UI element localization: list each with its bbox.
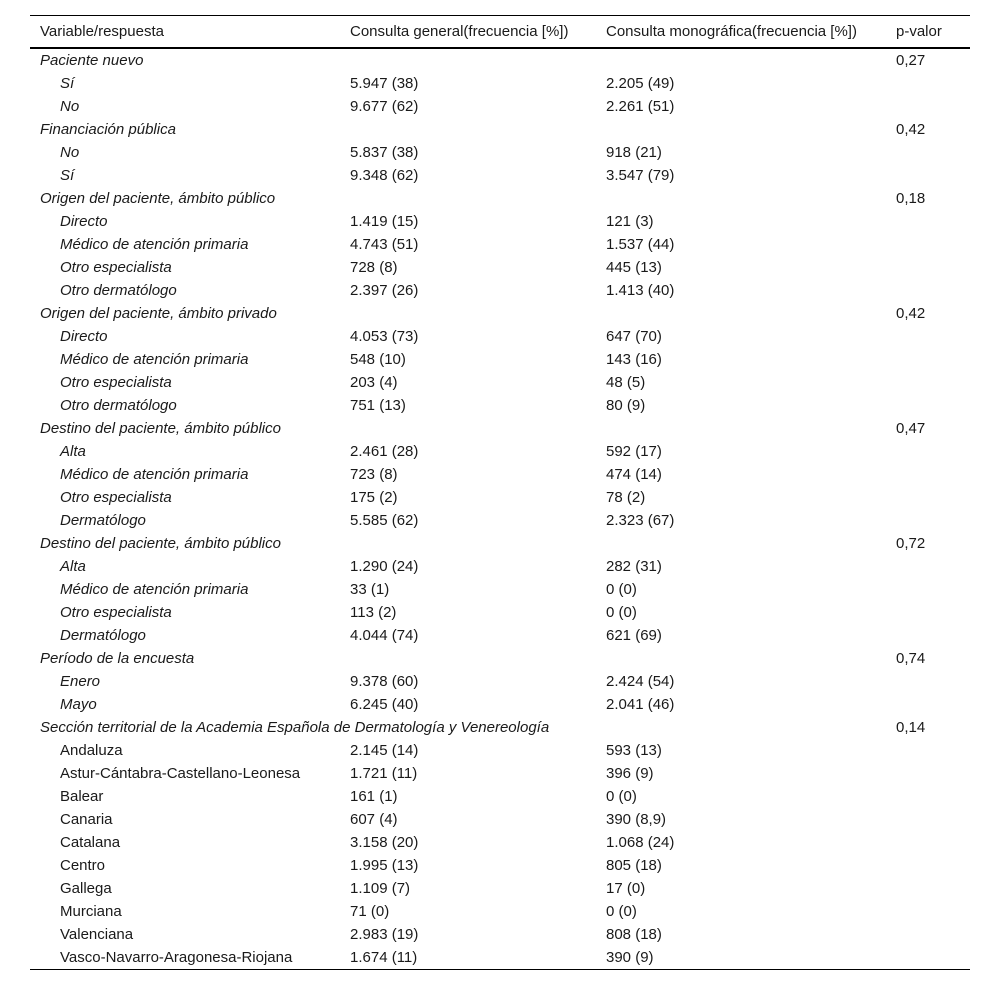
row-p-empty bbox=[896, 785, 970, 808]
row-p-empty bbox=[896, 164, 970, 187]
row-general-value: 2.145 (14) bbox=[350, 742, 419, 759]
row-label: Sí bbox=[60, 167, 75, 184]
row-p-empty bbox=[896, 256, 970, 279]
row-p-empty bbox=[896, 762, 970, 785]
table-row bbox=[30, 578, 970, 601]
row-general-value: 2.983 (19) bbox=[350, 926, 419, 943]
row-label: Dermatólogo bbox=[60, 627, 146, 644]
row-label: No bbox=[60, 98, 80, 115]
row-p-empty bbox=[896, 463, 970, 486]
table-row bbox=[30, 923, 970, 946]
table-row bbox=[30, 210, 970, 233]
row-general-value: 4.044 (74) bbox=[350, 627, 419, 644]
row-p-empty bbox=[896, 601, 970, 624]
group-p-value: 0,18 bbox=[896, 190, 926, 207]
table-body bbox=[30, 48, 970, 970]
row-p-empty bbox=[896, 946, 970, 970]
row-general-value: 5.585 (62) bbox=[350, 512, 419, 529]
group-mono-empty bbox=[606, 118, 896, 141]
group-label: Origen del paciente, ámbito público bbox=[40, 190, 276, 207]
row-mono-value: 2.261 (51) bbox=[606, 98, 675, 115]
frequency-table bbox=[30, 15, 970, 970]
table-row bbox=[30, 762, 970, 785]
row-label: Alta bbox=[60, 558, 86, 575]
group-row bbox=[30, 187, 970, 210]
row-p-empty bbox=[896, 831, 970, 854]
table-row bbox=[30, 72, 970, 95]
table-row bbox=[30, 348, 970, 371]
table-row bbox=[30, 440, 970, 463]
row-mono-value: 396 (9) bbox=[606, 765, 654, 782]
row-general-value: 161 (1) bbox=[350, 788, 398, 805]
row-p-empty bbox=[896, 325, 970, 348]
group-general-empty bbox=[350, 118, 606, 141]
group-p-value: 0,72 bbox=[896, 535, 926, 552]
group-mono-empty bbox=[606, 417, 896, 440]
table-row bbox=[30, 601, 970, 624]
row-mono-value: 1.413 (40) bbox=[606, 282, 675, 299]
group-label: Paciente nuevo bbox=[40, 52, 144, 69]
group-p-value: 0,27 bbox=[896, 52, 926, 69]
group-mono-empty bbox=[606, 48, 896, 72]
row-mono-value: 474 (14) bbox=[606, 466, 662, 483]
row-general-value: 9.348 (62) bbox=[350, 167, 419, 184]
row-mono-value: 80 (9) bbox=[606, 397, 646, 414]
frequency-table-container bbox=[30, 15, 970, 970]
row-p-empty bbox=[896, 141, 970, 164]
row-general-value: 1.109 (7) bbox=[350, 880, 411, 897]
row-label: Otro especialista bbox=[60, 259, 172, 276]
group-mono-empty bbox=[606, 187, 896, 210]
row-label: Directo bbox=[60, 213, 108, 230]
table-row bbox=[30, 394, 970, 417]
row-mono-value: 1.537 (44) bbox=[606, 236, 675, 253]
row-mono-value: 48 (5) bbox=[606, 374, 646, 391]
row-general-value: 4.053 (73) bbox=[350, 328, 419, 345]
header-variable: Variable/respuesta bbox=[40, 23, 164, 40]
group-label: Período de la encuesta bbox=[40, 650, 195, 667]
row-mono-value: 17 (0) bbox=[606, 880, 646, 897]
table-header bbox=[30, 16, 970, 49]
table-row bbox=[30, 164, 970, 187]
row-general-value: 607 (4) bbox=[350, 811, 398, 828]
row-mono-value: 0 (0) bbox=[606, 604, 637, 621]
table-row bbox=[30, 279, 970, 302]
table-row bbox=[30, 371, 970, 394]
table-row bbox=[30, 946, 970, 970]
row-p-empty bbox=[896, 394, 970, 417]
group-mono-empty bbox=[606, 716, 896, 739]
group-row bbox=[30, 302, 970, 325]
table-row bbox=[30, 670, 970, 693]
group-p-value: 0,42 bbox=[896, 121, 926, 138]
header-monografica: Consulta monográfica(frecuencia [%]) bbox=[606, 23, 857, 40]
header-row bbox=[30, 16, 970, 49]
row-p-empty bbox=[896, 900, 970, 923]
table-row bbox=[30, 463, 970, 486]
table-row bbox=[30, 233, 970, 256]
row-label: Valenciana bbox=[60, 926, 134, 943]
row-label: Murciana bbox=[60, 903, 122, 920]
row-label: Médico de atención primaria bbox=[60, 236, 249, 253]
row-mono-value: 2.323 (67) bbox=[606, 512, 675, 529]
row-p-empty bbox=[896, 555, 970, 578]
table-row bbox=[30, 785, 970, 808]
row-label: Andaluza bbox=[60, 742, 123, 759]
group-general-empty bbox=[350, 302, 606, 325]
row-general-value: 728 (8) bbox=[350, 259, 398, 276]
row-label: Otro dermatólogo bbox=[60, 282, 177, 299]
row-general-value: 723 (8) bbox=[350, 466, 398, 483]
row-label: Enero bbox=[60, 673, 101, 690]
row-general-value: 33 (1) bbox=[350, 581, 390, 598]
row-general-value: 175 (2) bbox=[350, 489, 398, 506]
table-row bbox=[30, 693, 970, 716]
row-p-empty bbox=[896, 486, 970, 509]
row-mono-value: 593 (13) bbox=[606, 742, 662, 759]
row-p-empty bbox=[896, 348, 970, 371]
table-row bbox=[30, 555, 970, 578]
row-label: Centro bbox=[60, 857, 106, 874]
table-row bbox=[30, 739, 970, 762]
row-p-empty bbox=[896, 509, 970, 532]
row-p-empty bbox=[896, 808, 970, 831]
row-mono-value: 121 (3) bbox=[606, 213, 654, 230]
group-row bbox=[30, 716, 970, 739]
row-mono-value: 621 (69) bbox=[606, 627, 662, 644]
row-general-value: 1.995 (13) bbox=[350, 857, 419, 874]
row-mono-value: 78 (2) bbox=[606, 489, 646, 506]
row-general-value: 203 (4) bbox=[350, 374, 398, 391]
group-row bbox=[30, 48, 970, 72]
table-row bbox=[30, 808, 970, 831]
row-general-value: 113 (2) bbox=[350, 604, 397, 621]
row-label: Gallega bbox=[60, 880, 112, 897]
table-row bbox=[30, 509, 970, 532]
row-general-value: 9.378 (60) bbox=[350, 673, 419, 690]
table-row bbox=[30, 95, 970, 118]
row-p-empty bbox=[896, 210, 970, 233]
row-general-value: 6.245 (40) bbox=[350, 696, 419, 713]
row-general-value: 3.158 (20) bbox=[350, 834, 419, 851]
group-general-empty bbox=[350, 48, 606, 72]
row-general-value: 1.721 (11) bbox=[350, 765, 418, 782]
row-general-value: 5.947 (38) bbox=[350, 75, 419, 92]
group-p-value: 0,74 bbox=[896, 650, 926, 667]
row-mono-value: 808 (18) bbox=[606, 926, 662, 943]
row-mono-value: 0 (0) bbox=[606, 903, 637, 920]
header-general: Consulta general(frecuencia [%]) bbox=[350, 23, 569, 40]
group-row bbox=[30, 532, 970, 555]
group-row bbox=[30, 417, 970, 440]
group-label: Financiación pública bbox=[40, 121, 176, 138]
row-mono-value: 0 (0) bbox=[606, 788, 637, 805]
table-row bbox=[30, 900, 970, 923]
group-label: Destino del paciente, ámbito público bbox=[40, 535, 281, 552]
row-label: Otro especialista bbox=[60, 604, 172, 621]
row-label: Mayo bbox=[60, 696, 97, 713]
table-row bbox=[30, 877, 970, 900]
row-mono-value: 592 (17) bbox=[606, 443, 662, 460]
row-p-empty bbox=[896, 95, 970, 118]
row-label: Astur-Cántabra-Castellano-Leonesa bbox=[60, 765, 301, 782]
row-p-empty bbox=[896, 72, 970, 95]
row-general-value: 5.837 (38) bbox=[350, 144, 419, 161]
row-mono-value: 918 (21) bbox=[606, 144, 662, 161]
table-row bbox=[30, 854, 970, 877]
row-general-value: 751 (13) bbox=[350, 397, 406, 414]
row-mono-value: 143 (16) bbox=[606, 351, 662, 368]
row-p-empty bbox=[896, 279, 970, 302]
group-label: Destino del paciente, ámbito público bbox=[40, 420, 281, 437]
row-label: Médico de atención primaria bbox=[60, 351, 249, 368]
row-p-empty bbox=[896, 371, 970, 394]
group-label: Sección territorial de la Academia Española de Dermatología y Venereología bbox=[40, 719, 550, 736]
header-p-valor: p-valor bbox=[896, 23, 942, 40]
row-mono-value: 647 (70) bbox=[606, 328, 662, 345]
row-label: Médico de atención primaria bbox=[60, 581, 249, 598]
row-label: No bbox=[60, 144, 80, 161]
table-row bbox=[30, 624, 970, 647]
group-mono-empty bbox=[606, 647, 896, 670]
row-p-empty bbox=[896, 854, 970, 877]
group-p-value: 0,42 bbox=[896, 305, 926, 322]
row-label: Canaria bbox=[60, 811, 113, 828]
row-p-empty bbox=[896, 578, 970, 601]
row-mono-value: 445 (13) bbox=[606, 259, 662, 276]
row-general-value: 1.674 (11) bbox=[350, 949, 418, 966]
row-mono-value: 2.041 (46) bbox=[606, 696, 675, 713]
row-mono-value: 282 (31) bbox=[606, 558, 662, 575]
row-general-value: 71 (0) bbox=[350, 903, 390, 920]
table-row bbox=[30, 486, 970, 509]
row-label: Sí bbox=[60, 75, 75, 92]
row-label: Otro dermatólogo bbox=[60, 397, 177, 414]
row-p-empty bbox=[896, 739, 970, 762]
row-mono-value: 1.068 (24) bbox=[606, 834, 675, 851]
table-row bbox=[30, 141, 970, 164]
row-p-empty bbox=[896, 693, 970, 716]
row-mono-value: 0 (0) bbox=[606, 581, 637, 598]
group-p-value: 0,14 bbox=[896, 719, 926, 736]
row-label: Balear bbox=[60, 788, 104, 805]
row-p-empty bbox=[896, 624, 970, 647]
row-label: Otro especialista bbox=[60, 374, 172, 391]
row-p-empty bbox=[896, 233, 970, 256]
row-general-value: 548 (10) bbox=[350, 351, 406, 368]
row-mono-value: 390 (8,9) bbox=[606, 811, 667, 828]
row-label: Alta bbox=[60, 443, 86, 460]
group-label: Origen del paciente, ámbito privado bbox=[40, 305, 277, 322]
row-label: Otro especialista bbox=[60, 489, 172, 506]
row-mono-value: 805 (18) bbox=[606, 857, 662, 874]
row-p-empty bbox=[896, 440, 970, 463]
row-mono-value: 2.205 (49) bbox=[606, 75, 675, 92]
row-mono-value: 3.547 (79) bbox=[606, 167, 675, 184]
row-label: Catalana bbox=[60, 834, 121, 851]
row-general-value: 9.677 (62) bbox=[350, 98, 419, 115]
group-general-empty bbox=[350, 532, 606, 555]
row-general-value: 1.419 (15) bbox=[350, 213, 419, 230]
row-general-value: 4.743 (51) bbox=[350, 236, 419, 253]
group-row bbox=[30, 118, 970, 141]
row-label: Médico de atención primaria bbox=[60, 466, 249, 483]
row-general-value: 1.290 (24) bbox=[350, 558, 419, 575]
group-mono-empty bbox=[606, 532, 896, 555]
group-p-value: 0,47 bbox=[896, 420, 926, 437]
row-p-empty bbox=[896, 670, 970, 693]
group-general-empty bbox=[350, 417, 606, 440]
row-p-empty bbox=[896, 923, 970, 946]
table-row bbox=[30, 325, 970, 348]
row-label: Directo bbox=[60, 328, 108, 345]
group-row bbox=[30, 647, 970, 670]
group-general-empty bbox=[350, 187, 606, 210]
row-general-value: 2.461 (28) bbox=[350, 443, 419, 460]
table-row bbox=[30, 256, 970, 279]
group-general-empty bbox=[350, 647, 606, 670]
row-mono-value: 390 (9) bbox=[606, 949, 654, 966]
row-general-value: 2.397 (26) bbox=[350, 282, 419, 299]
row-label: Vasco-Navarro-Aragonesa-Riojana bbox=[60, 949, 293, 966]
group-mono-empty bbox=[606, 302, 896, 325]
row-p-empty bbox=[896, 877, 970, 900]
row-label: Dermatólogo bbox=[60, 512, 146, 529]
row-mono-value: 2.424 (54) bbox=[606, 673, 675, 690]
table-row bbox=[30, 831, 970, 854]
